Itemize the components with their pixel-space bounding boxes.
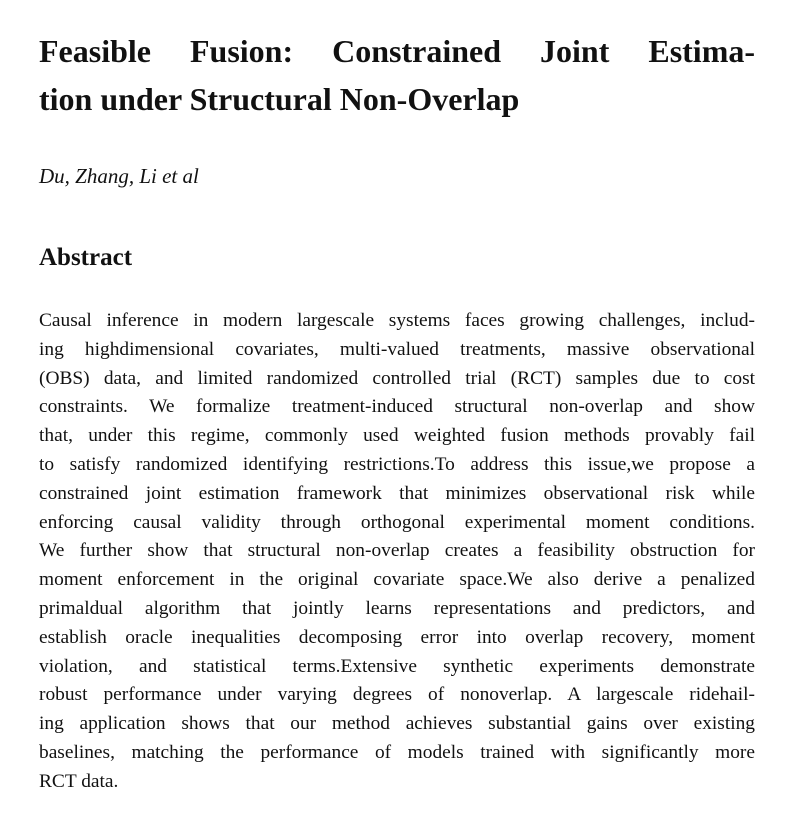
abstract-line: enforcing causal validity through orthogonal experimental moment conditions. — [39, 511, 755, 533]
abstract-line: moment enforcement in the original covariate space.We also derive a penalized — [39, 569, 755, 591]
abstract-line: ing highdimensional covariates, multi-valued treatments, massive observational — [39, 338, 755, 360]
abstract-line: to satisfy randomized identifying restrictions.To address this issue,we propose a — [39, 453, 755, 475]
abstract-heading: Abstract — [39, 244, 133, 271]
abstract-line: establish oracle inequalities decomposing error into overlap recovery, moment — [39, 626, 755, 648]
abstract-line: ing application shows that our method achieves substantial gains over existing — [39, 713, 755, 735]
abstract-line: that, under this regime, commonly used weighted fusion methods provably fail — [39, 425, 755, 447]
paper-authors: Du, Zhang, Li et al — [39, 164, 199, 188]
abstract-body — [39, 307, 755, 797]
abstract-line: RCT data. — [39, 770, 119, 792]
paper-title — [39, 27, 755, 123]
abstract-line: Causal inference in modern largescale systems faces growing challenges, includ- — [39, 310, 755, 331]
abstract-line: constrained joint estimation framework that minimizes observational risk while — [39, 482, 755, 504]
abstract-line: violation, and statistical terms.Extensive synthetic experiments demonstrate — [39, 655, 755, 677]
abstract-line: robust performance under varying degrees of nonoverlap. A largescale ridehail- — [39, 684, 755, 706]
abstract-line: baselines, matching the performance of models trained with significantly more — [39, 741, 755, 763]
paper-title-line-2: tion under Structural Non-Overlap — [39, 81, 520, 117]
paper-title-line-1: Feasible Fusion: Constrained Joint Estima- — [39, 33, 755, 69]
abstract-line: We further show that structural non-overlap creates a feasibility obstruction for — [39, 540, 755, 562]
abstract-line: primaldual algorithm that jointly learns representations and predictors, and — [39, 597, 755, 619]
abstract-line: (OBS) data, and limited randomized controlled trial (RCT) samples due to cost — [39, 367, 755, 389]
abstract-line: constraints. We formalize treatment-induced structural non-overlap and show — [39, 396, 755, 418]
